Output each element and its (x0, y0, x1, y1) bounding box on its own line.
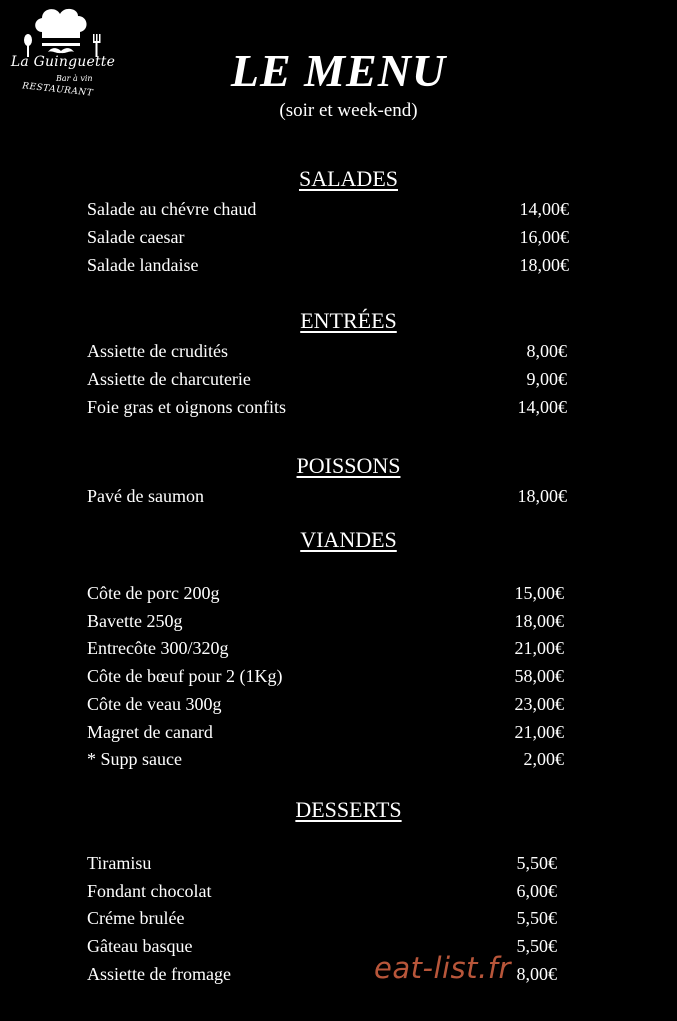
menu-item-price: 14,00€ (517, 397, 567, 417)
menu-item-price: 5,50€ (516, 853, 557, 873)
menu-item-price: 16,00€ (519, 227, 569, 247)
menu-item-price: 8,00€ (526, 341, 567, 361)
menu-item-price: 18,00€ (514, 611, 564, 631)
section-title-salades: SALADES (298, 166, 398, 191)
menu-item-name: Entrecôte 300/320g (87, 638, 229, 658)
menu-item-name: Salade au chévre chaud (87, 199, 257, 219)
menu-item-name: Côte de bœuf pour 2 (1Kg) (87, 666, 283, 686)
menu-item-price: 9,00€ (526, 369, 567, 389)
watermark: eat-list.fr (374, 951, 511, 985)
menu-item-price: 58,00€ (514, 666, 564, 686)
menu-item-name: * Supp sauce (87, 749, 182, 769)
logo-name: La Guinguette (10, 54, 116, 70)
menu-item-name: Assiette de fromage (87, 964, 231, 984)
menu-item-name: Assiette de crudités (87, 341, 228, 361)
menu-item-name: Côte de porc 200g (87, 583, 220, 603)
menu-item-price: 23,00€ (514, 694, 564, 714)
menu-item-name: Pavé de saumon (87, 486, 204, 506)
logo-tagline: Bar à vin (56, 74, 93, 83)
menu-item-name: Assiette de charcuterie (87, 369, 251, 389)
page-title: LE MENU (230, 45, 447, 96)
menu-item-price: 21,00€ (514, 638, 564, 658)
menu-item-price: 2,00€ (523, 749, 564, 769)
menu-item-name: Fondant chocolat (87, 881, 212, 901)
menu-item-name: Gâteau basque (87, 936, 193, 956)
menu-item-name: Salade landaise (87, 255, 199, 275)
menu-item-name: Magret de canard (87, 722, 213, 742)
section-title-poissons: POISSONS (296, 453, 401, 478)
logo-restaurant-label: RESTAURANT (21, 81, 94, 99)
menu-item-name: Côte de veau 300g (87, 694, 222, 714)
menu-item-name: Foie gras et oignons confits (87, 397, 286, 417)
menu-item-name: Salade caesar (87, 227, 185, 247)
menu-item-price: 15,00€ (514, 583, 564, 603)
menu-item-price: 14,00€ (519, 199, 569, 219)
menu-item-price: 21,00€ (514, 722, 564, 742)
menu-item-name: Bavette 250g (87, 611, 183, 631)
menu-item-price: 8,00€ (516, 964, 557, 984)
menu-item-price: 5,50€ (516, 908, 557, 928)
section-title-entrees: ENTRÉES (300, 308, 397, 333)
menu-item-name: Tiramisu (87, 853, 152, 873)
page-subtitle: (soir et week-end) (279, 100, 418, 121)
menu-item-price: 6,00€ (516, 881, 557, 901)
section-title-desserts: DESSERTS (295, 797, 402, 822)
menu-item-name: Créme brulée (87, 908, 185, 928)
menu-item-price: 5,50€ (516, 936, 557, 956)
menu-item-price: 18,00€ (519, 255, 569, 275)
section-title-viandes: VIANDES (300, 527, 397, 552)
menu-item-price: 18,00€ (517, 486, 567, 506)
